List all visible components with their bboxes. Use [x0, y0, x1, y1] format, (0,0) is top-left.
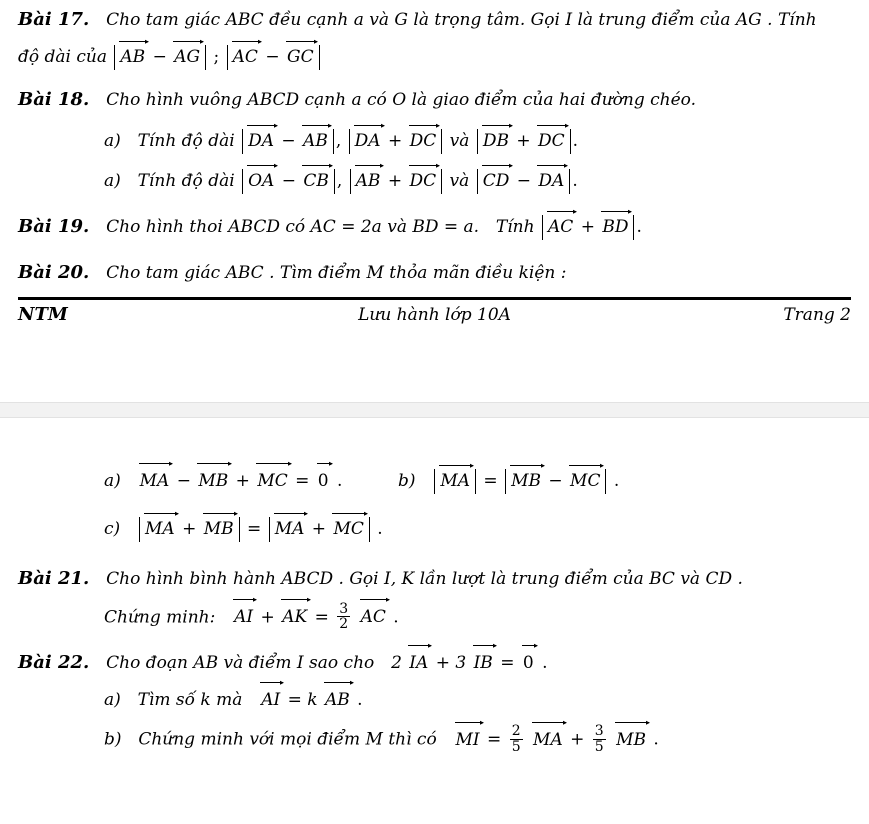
part-marker: c) — [104, 519, 121, 540]
fraction-denominator: 2 — [339, 616, 349, 633]
abs-group-2 — [505, 469, 606, 494]
vector-ac: AC — [548, 216, 574, 237]
continued-parts-row — [18, 468, 851, 504]
equals: = — [500, 652, 515, 673]
abs-group — [542, 215, 634, 240]
abs-group — [242, 169, 335, 194]
coefficient-3: 3 — [455, 652, 467, 673]
footer-center-text: Lưu hành lớp 10A — [358, 304, 511, 325]
abs-group-2 — [227, 45, 320, 70]
part-marker: a) — [104, 689, 121, 710]
vector-mb: MB — [197, 468, 229, 494]
op-minus: − — [548, 471, 563, 491]
separator: ; — [213, 46, 220, 67]
abs-group — [242, 129, 334, 154]
vector-ma: MA — [144, 519, 175, 540]
equals: = — [314, 607, 329, 628]
op-plus: + — [182, 519, 197, 540]
op-plus-2: + — [516, 131, 531, 152]
vector-db: DB — [482, 131, 509, 152]
vector-ac: AC — [232, 46, 258, 67]
equals: = — [483, 471, 498, 491]
op-plus: + — [580, 216, 595, 237]
abs-group-2 — [349, 129, 443, 154]
continued-part-a — [18, 468, 398, 494]
op-plus: + — [260, 607, 275, 628]
exercise-text-cont: độ dài của — [18, 46, 107, 67]
part-text: Tìm số k mà — [137, 689, 243, 710]
vector-zero: 0 — [317, 468, 330, 494]
exercise-bai-22 — [18, 649, 851, 677]
op-minus: − — [281, 171, 296, 192]
vector-da-2: DA — [354, 131, 381, 152]
vector-oa: OA — [248, 171, 275, 192]
abs-group-2 — [269, 517, 370, 542]
exercise-text: Cho đoạn AB và điểm I sao cho — [106, 652, 375, 673]
op-plus: + — [435, 652, 450, 673]
page-separator-gap — [0, 402, 869, 418]
scalar-k: k — [307, 689, 318, 710]
vector-ma: MA — [440, 471, 471, 491]
period: . — [393, 607, 399, 628]
vector-ib: IB — [473, 650, 494, 676]
fraction-numerator: 2 — [511, 723, 521, 740]
op-plus-2: + — [311, 519, 327, 540]
exercise-label: Bài 21. — [18, 567, 90, 589]
vector-mb: MB — [511, 471, 541, 491]
continued-part-b — [398, 468, 851, 494]
part-text: Tính độ dài — [137, 171, 235, 192]
page-bottom-sheet — [0, 418, 869, 824]
vector-ma: MA — [139, 468, 171, 494]
exercise-bai-22-part-b — [18, 725, 851, 755]
vector-mi: MI — [455, 727, 481, 753]
exercise-bai-22-part-a — [18, 687, 851, 713]
coefficient-2: 2 — [391, 652, 402, 673]
op-minus-2: − — [516, 171, 531, 192]
vector-dc-2: DC — [538, 131, 565, 152]
footer-page-number: Trang 2 — [783, 304, 851, 325]
vector-ag: AG — [174, 46, 201, 67]
exercise-label: Bài 22. — [18, 651, 90, 673]
abs-group — [139, 517, 240, 542]
period: . — [542, 652, 548, 673]
vector-gc: GC — [287, 46, 314, 67]
vector-da: DA — [248, 131, 274, 152]
minus-op: − — [152, 46, 167, 67]
exercise-label: Bài 18. — [18, 89, 90, 111]
vector-cb: CB — [303, 171, 329, 192]
footer-divider — [18, 297, 851, 300]
exercise-bai-20 — [18, 259, 851, 287]
exercise-label: Bài 19. — [18, 215, 90, 237]
vector-mb: MB — [615, 727, 647, 753]
page-footer — [18, 304, 851, 325]
op-minus: − — [281, 131, 296, 152]
exercise-text: Cho hình bình hành ABCD . Gọi I, K lần lượt là trung điểm của BC và CD . — [106, 568, 743, 589]
part-text: Chứng minh với mọi điểm M thì có — [138, 729, 437, 750]
exercise-text-2: Tính — [495, 216, 535, 237]
vector-ma-2: MA — [274, 519, 305, 540]
vector-ma: MA — [532, 727, 564, 753]
op-plus: + — [387, 131, 403, 152]
vector-ab: AB — [324, 687, 351, 713]
equals: = — [295, 471, 310, 491]
footer-author: NTM — [18, 303, 68, 325]
vector-ab: AB — [120, 46, 146, 67]
vector-ab: AB — [303, 131, 328, 152]
equals: = — [487, 729, 502, 750]
op-plus: + — [570, 729, 585, 750]
part-marker: b) — [104, 729, 122, 750]
exercise-text: Cho hình vuông ABCD cạnh a có O là giao điểm của hai đường chéo. — [106, 90, 697, 111]
exercise-bai-18-part-a1: a) Tính độ dài DA − AB , DA + DC và DB + DC . — [18, 128, 851, 154]
fraction-denominator: 5 — [511, 738, 521, 755]
vector-dc: DC — [409, 171, 437, 192]
op-plus: + — [387, 171, 403, 192]
vector-ai: AI — [260, 687, 281, 713]
vector-mc: MC — [333, 519, 364, 540]
exercise-label: Bài 20. — [18, 261, 90, 283]
period: . — [613, 471, 620, 491]
vector-ab: AB — [355, 171, 381, 192]
exercise-bai-17 — [18, 6, 851, 34]
period: . — [653, 729, 659, 750]
abs-group-3 — [477, 129, 571, 154]
vector-ak: AK — [281, 604, 308, 630]
equals: = — [287, 689, 302, 710]
vector-cd: CD — [482, 171, 510, 192]
part-marker: a) — [104, 131, 121, 152]
conjunction: và — [449, 131, 470, 152]
exercise-bai-21-proof — [18, 600, 851, 633]
minus-op-2: − — [265, 46, 280, 67]
vector-bd: BD — [602, 216, 629, 237]
fraction-denominator: 5 — [594, 738, 604, 755]
fraction-three-fifths — [593, 724, 606, 754]
vector-mc: MC — [256, 468, 288, 494]
exercise-text: Cho tam giác ABC đều cạnh a và G là trọng tâm. Gọi I là trung điểm của AG . Tính — [106, 10, 817, 30]
vector-ac: AC — [360, 604, 387, 630]
conjunction: và — [449, 171, 470, 192]
part-text: Tính độ dài — [137, 131, 235, 152]
exercise-text: Cho tam giác ABC . Tìm điểm M thỏa mãn điều kiện : — [106, 262, 567, 283]
exercise-bai-18-part-a2: a) Tính độ dài OA − CB , AB + DC và CD − DA . — [18, 168, 851, 194]
vector-mc: MC — [570, 471, 601, 491]
vector-ia: IA — [408, 650, 429, 676]
op-plus: + — [235, 471, 250, 491]
vector-dc: DC — [409, 131, 437, 152]
exercise-bai-17-line2 — [18, 44, 851, 70]
vector-da: DA — [538, 171, 565, 192]
fraction-numerator: 3 — [594, 723, 604, 740]
part-marker: a) — [104, 471, 121, 491]
vector-zero: 0 — [522, 650, 535, 676]
equals: = — [247, 519, 262, 540]
fraction-three-halves — [337, 602, 350, 632]
abs-group-3 — [477, 169, 571, 194]
continued-part-c — [18, 516, 851, 542]
abs-group-2 — [350, 169, 442, 194]
exercise-text: Cho hình thoi ABCD có AC = 2a và BD = a. — [106, 216, 480, 237]
period: . — [377, 519, 383, 540]
exercise-bai-18 — [18, 86, 851, 114]
exercise-bai-19: Bài 19. Cho hình thoi ABCD có AC = 2a và BD = a. Tính AC + BD . — [18, 213, 851, 241]
period: . — [337, 471, 343, 491]
abs-group — [114, 45, 206, 70]
page-top-sheet — [0, 0, 869, 402]
fraction-numerator: 3 — [339, 600, 349, 617]
abs-group — [434, 469, 476, 494]
part-marker: a) — [104, 171, 121, 192]
fraction-two-fifths — [510, 724, 523, 754]
period: . — [357, 689, 363, 710]
op-minus: − — [176, 471, 191, 491]
part-marker: b) — [398, 471, 416, 491]
vector-ai: AI — [233, 604, 254, 630]
exercise-bai-21 — [18, 565, 851, 593]
vector-mb: MB — [203, 519, 234, 540]
proof-label: Chứng minh: — [104, 607, 216, 628]
exercise-label: Bài 17. — [18, 9, 90, 30]
